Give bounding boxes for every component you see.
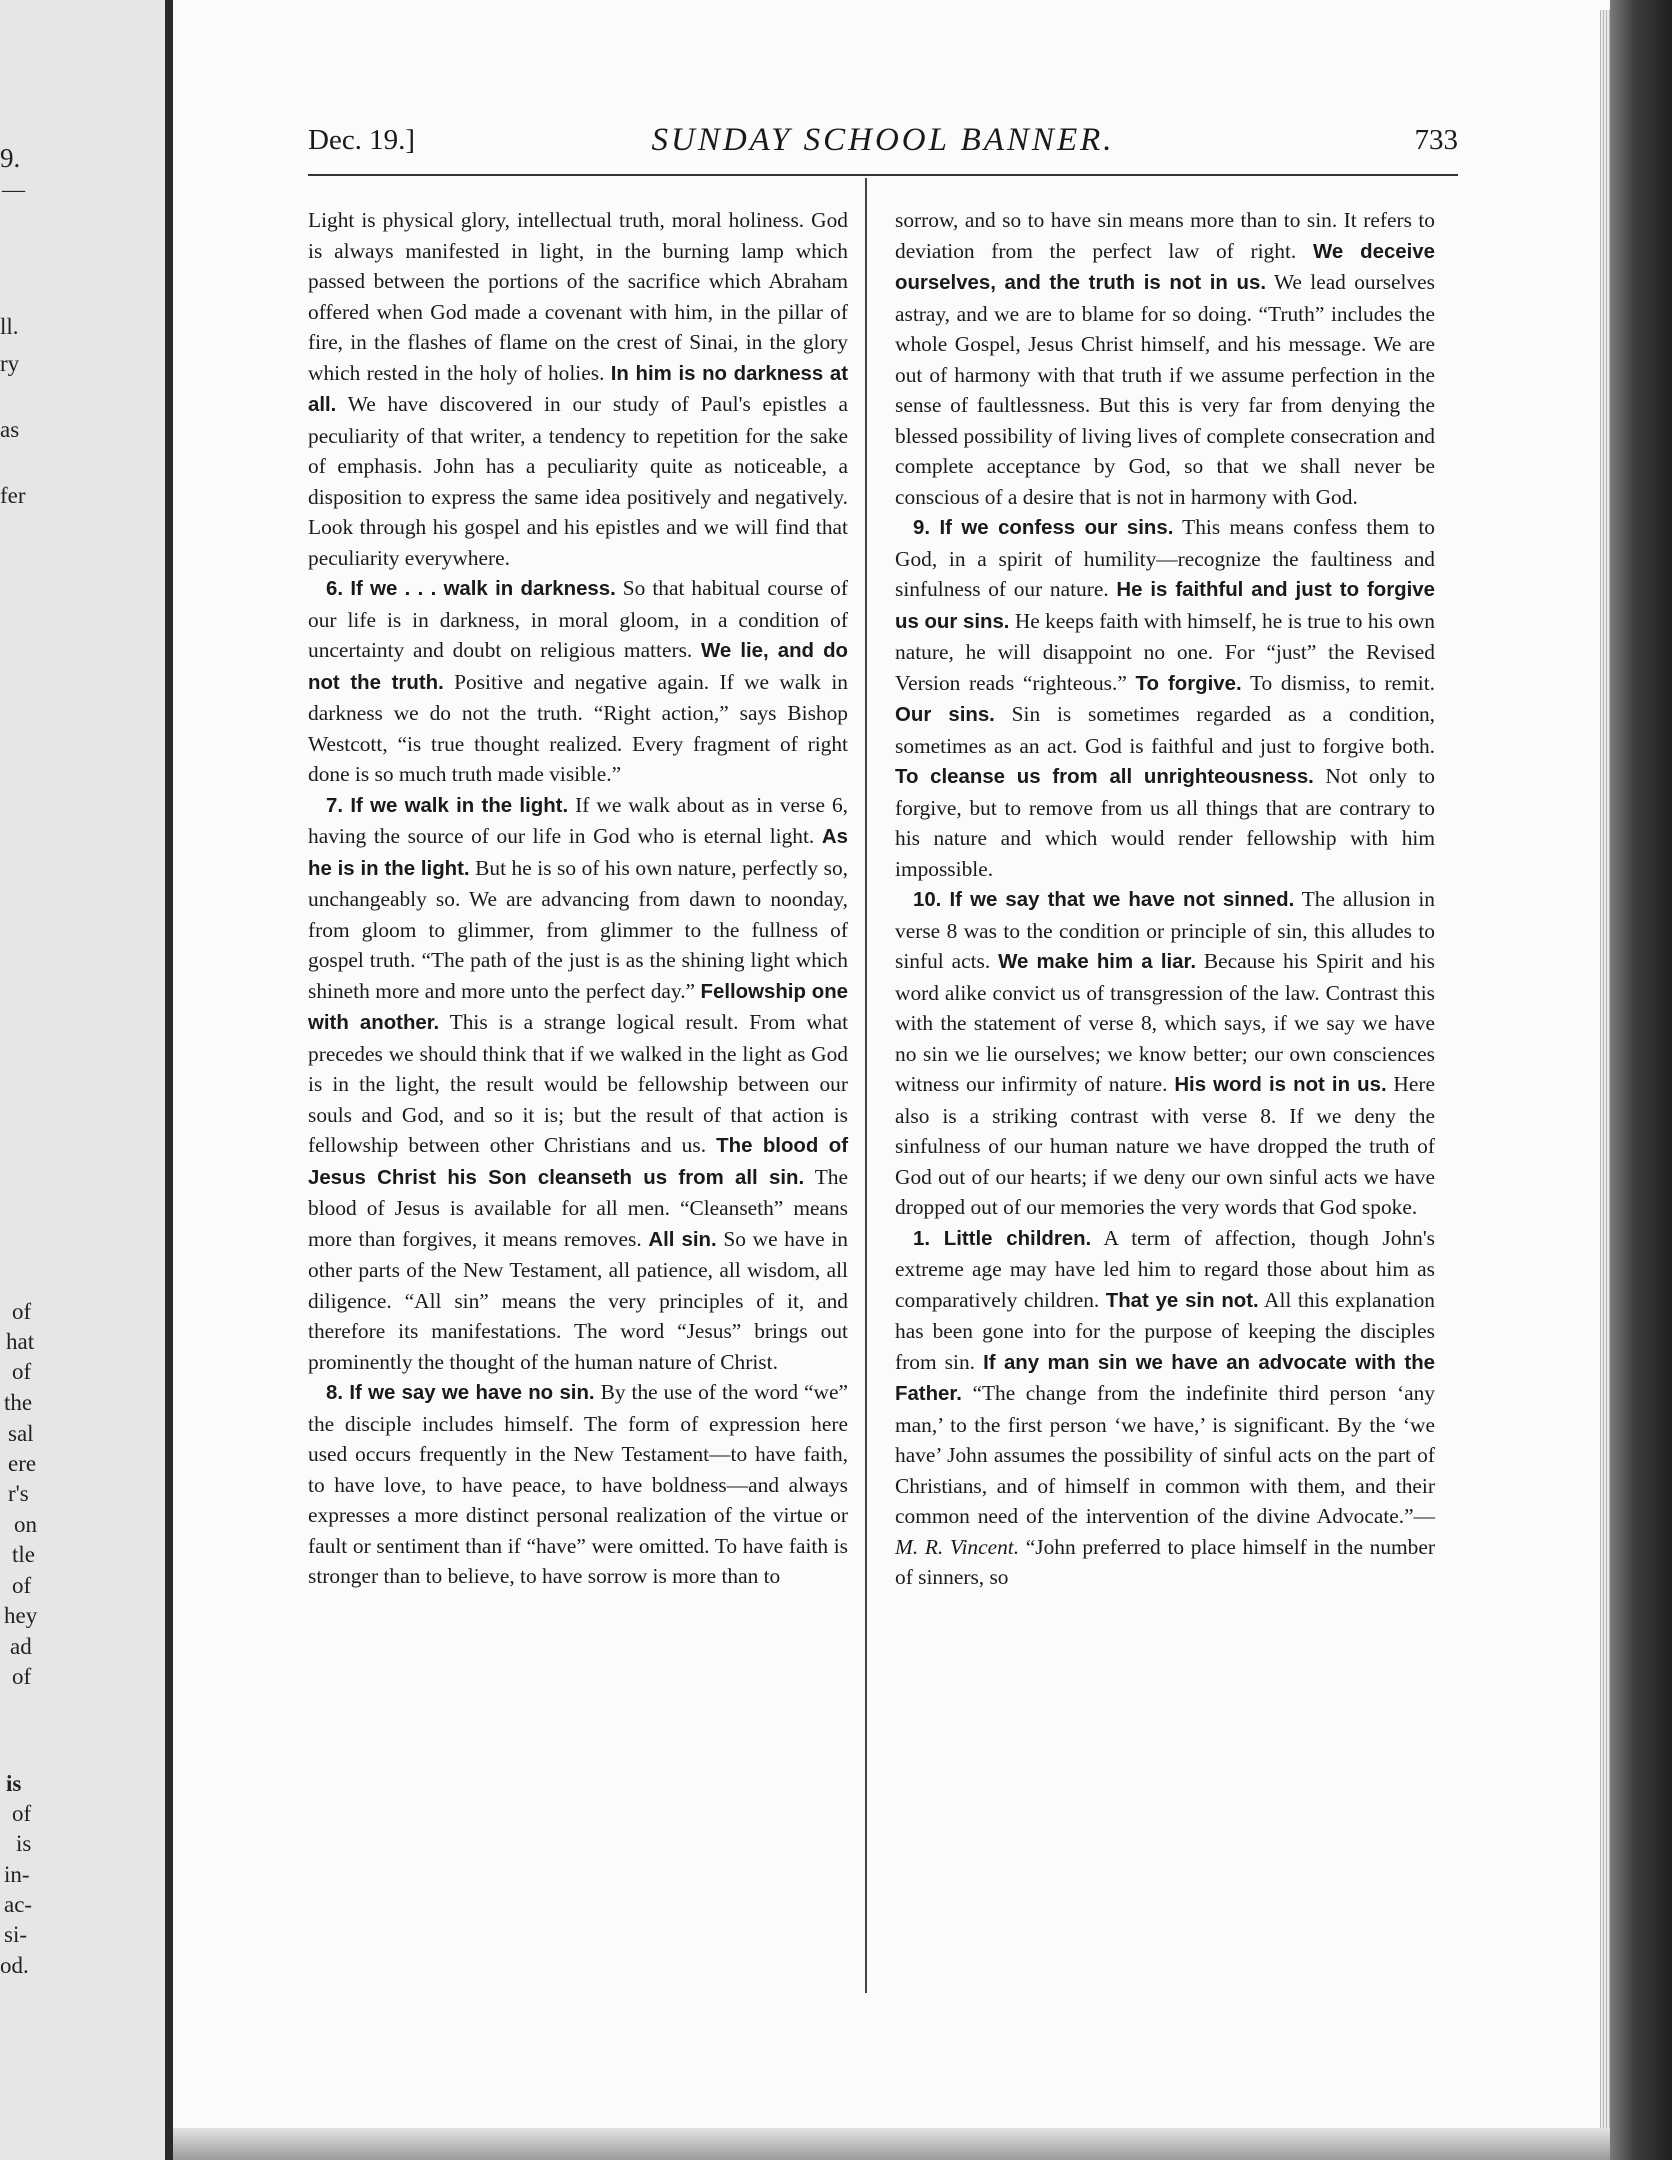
verse-heading: As he is in the light. [308,826,848,880]
margin-fragment: of [12,1801,32,1826]
body-text: So we have in other parts of the New Testament, all patience, all wisdom, all diligence. “All sin” means the very principles of it, and therefore its manifestations. The word “Jesus” brings out prominently the thought of the human nature of Christ. [308,1226,848,1374]
body-text: “The change from the indefinite third person ‘any man,’ to the first person ‘we have,’ is significant. By the ‘we have’ John assumes the possibility of sinful acts on the part of Christians, and of himself in common with them, and their common need of the intervention of the divine Advocate.”— [895,1381,1435,1528]
margin-fragment: of [12,1359,32,1384]
body-text: We have discovered in our study of Paul's epistles a peculiarity of that writer, a tendency to repetition for the sake of emphasis. John has a peculiarity quite as noticeable, a disposition to express the same idea positively and negatively. Look through his gospel and his epistles and we will find that peculiarity everywhere. [308,392,848,570]
body-text: So that habitual course of our life is in darkness, in moral gloom, in a condition of uncertainty and doubt on religious matters. [308,576,848,662]
body-text: This means confess them to God, in a spirit of humility—recognize the faultiness and sinfulness of our nature. [895,515,1435,601]
paragraph [308,790,848,1378]
verse-heading: All sin. [648,1228,717,1251]
verse-heading: 6. If we . . . walk in darkness. [326,578,616,600]
margin-fragment: of [12,1664,32,1689]
margin-fragment: 9. [0,143,21,173]
body-text: By the use of the word “we” the disciple includes himself. The form of expression here used occurs frequently in the New Testament—to have faith, to have love, to have peace, to have boldness—and always expresses a more distinct personal realization of the virtue or fault or sentiment than if “have” were omitted. To have faith is stronger than to believe, to have sorrow is more than to [308,1380,848,1588]
running-header [308,120,1458,164]
margin-fragment: si- [4,1922,27,1947]
margin-fragment: of [12,1573,32,1598]
body-text: All this explanation has been gone into for the purpose of keeping the disciples from sin. [895,1287,1435,1374]
body-text: The blood of Jesus is available for all men. “Cleanseth” means more than forgives, it means removes. [308,1164,848,1251]
body-text: We lead ourselves astray, and we are to blame for so doing. “Truth” includes the whole Gospel, Jesus Christ himself, and his message. We are out of harmony with that truth if we assume perfection in the sense of faultlessness. But this is very far from denying the blessed possibility of living lives of complete consecration and complete acceptance by God, so that we shall never be conscious of a desire that is not in harmony with God. [895,270,1436,509]
margin-fragment: ere [8,1451,37,1476]
body-text: But he is so of his own nature, perfectly so, unchangeably so. We are advancing from dawn to noonday, from gloom to glimmer, from glimmer to the fullness of gospel truth. “The path of the just is as the shining light which shineth more and more unto the perfect day.” [308,855,848,1003]
paragraph [308,573,848,790]
margin-fragment: sal [8,1421,34,1446]
margin-fragment: in- [4,1862,30,1887]
verse-heading: 1. Little children. [913,1227,1092,1250]
header-rule [308,174,1458,176]
margin-fragment: r's [8,1481,29,1506]
header-date: Dec. 19.] [308,124,416,156]
body-text: Not only to forgive, but to remove from us all things that are contrary to his nature and which would render fellowship with him impossible. [895,764,1436,881]
margin-fragment: ad [10,1634,32,1659]
page [173,0,1610,2160]
citation: M. R. Vincent. [895,1534,1020,1559]
body-text: “John preferred to place himself in the number of sinners, so [895,1534,1435,1589]
verse-heading: His word is not in us. [1174,1074,1387,1096]
margin-fragment: od. [0,1953,29,1978]
verse-heading: We deceive ourselves, and the truth is not in us. [895,240,1435,294]
verse-heading: We make him a liar. [998,951,1196,973]
body-text: This is a strange logical result. From what precedes we should think that if we walked in the light as God is in the light, the result would be fellowship between our souls and God, and so it is; but the result of that action is fellowship between other Christians and us. [308,1010,849,1157]
verse-heading: He is faithful and just to forgive us our sins. [895,579,1435,633]
header-title: SUNDAY SCHOOL BANNER. [651,122,1115,158]
body-text: sorrow, and so to have sin means more than to sin. It refers to deviation from the perfect law of right. [895,208,1435,263]
body-text: To dismiss, to remit. [1241,670,1435,695]
margin-fragment: on [14,1512,37,1537]
verse-heading: The blood of Jesus Christ his Son cleanseth us from all sin. [308,1135,848,1189]
verse-heading: 7. If we walk in the light. [326,794,569,817]
margin-fragment: fer [0,483,26,508]
paragraph [895,512,1435,884]
body-text: Because his Spirit and his word alike convict us of transgression of the law. Contrast this with the statement of verse 8, which says, if we say we have no sin we lie ourselves; we know better; our own consciences witness our infirmity of nature. [895,949,1435,1096]
verse-heading: In him is no darkness at all. [308,362,848,416]
left-column [308,205,848,1592]
margin-fragment: hey [4,1603,38,1628]
page-number: 733 [1414,124,1458,156]
previous-page-edge [0,0,165,2160]
margin-fragment: of [12,1299,32,1324]
body-text: A term of affection, though John's extreme age may have led him to regard those about him as comparatively children. [895,1225,1435,1312]
paragraph [308,205,848,573]
column-divider [865,178,867,1993]
margin-fragment: ll. [0,314,19,339]
body-text: Positive and negative again. If we walk in darkness we do not the truth. “Right action,” says Bishop Westcott, “is true thought realized. Every fragment of right done is so much truth made visible.” [308,669,848,786]
page-stack-edge [1600,10,1610,2150]
verse-heading: If any man sin we have an advocate with the Father. [895,1351,1435,1405]
verse-heading: To forgive. [1135,672,1242,695]
verse-heading: Fellowship one with another. [308,980,848,1034]
margin-fragment: the [4,1390,33,1415]
verse-heading: That ye sin not. [1105,1289,1259,1312]
margin-fragment: ac- [4,1892,33,1917]
margin-fragment: as [0,417,20,442]
verse-heading: 10. If we say that we have not sinned. [913,889,1295,911]
margin-fragment: — [2,177,25,202]
body-text: The allusion in verse 8 was to the condition or principle of sin, this alludes to sinful acts. [895,887,1435,973]
body-text: If we walk about as in verse 6, having the source of our life in God who is eternal light. [308,792,848,848]
right-column [895,205,1435,1593]
paragraph [895,884,1435,1223]
body-text: Light is physical glory, intellectual truth, moral holiness. God is always manifested in light, in the burning lamp which passed between the portions of the sacrifice which Abraham offered when God made a covenant with him, in the pillar of fire, in the flashes of flame on the crest of Sinai, in the glory which rested in the holy of holies. [308,208,848,385]
verse-heading: To cleanse us from all unrighteousness. [895,766,1314,788]
verse-heading: 8. If we say we have no sin. [326,1382,595,1404]
margin-fragment: hat [6,1329,35,1354]
verse-heading: Our sins. [895,704,995,726]
paragraph [308,1377,848,1592]
book-cover-edge [1610,0,1672,2160]
verse-heading: 9. If we confess our sins. [913,517,1174,539]
body-text: Here also is a striking contrast with verse 8. If we deny the sinfulness of our human nature we have dropped the truth of God out of our hearts; if we deny our own sinful acts we have dropped out of our memories the very words that God spoke. [895,1072,1435,1219]
body-text: Sin is sometimes regarded as a condition, sometimes as an act. God is faithful and just to forgive both. [895,702,1435,758]
margin-fragment: tle [12,1542,35,1567]
body-text: He keeps faith with himself, he is true to his own nature, he will disappoint no one. For “just” the Revised Version reads “righteous.” [895,608,1435,695]
page-bottom-shadow [173,2128,1610,2160]
margin-fragment: is [16,1831,32,1856]
verse-heading: We lie, and do not the truth. [308,640,848,694]
margin-fragment: ry [0,351,20,376]
book-spine [165,0,173,2160]
paragraph [895,1223,1435,1593]
paragraph [895,205,1435,512]
margin-fragment: is [6,1771,22,1796]
